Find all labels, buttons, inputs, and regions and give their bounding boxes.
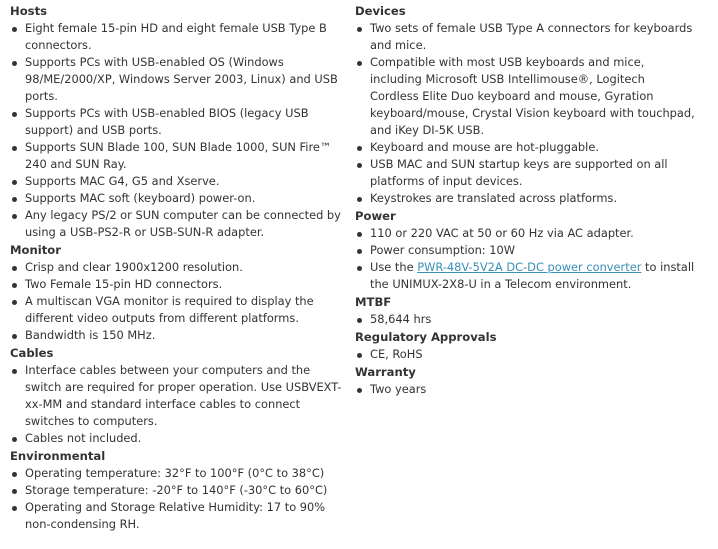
list-item: Two years bbox=[355, 381, 695, 398]
list-item: Any legacy PS/2 or SUN computer can be connected by using a USB-PS2-R or USB-SUN-R adapter. bbox=[10, 207, 345, 241]
list-item: Interface cables between your computers and the switch are required for proper operation. Use USBVEXT-xx-MM and standard interface cables to connect switches to computers. bbox=[10, 362, 345, 430]
list-item: Power consumption: 10W bbox=[355, 242, 695, 259]
list-item: 110 or 220 VAC at 50 or 60 Hz via AC adapter. bbox=[355, 225, 695, 242]
warranty-section bbox=[355, 364, 695, 398]
cables-heading: Cables bbox=[10, 346, 54, 360]
regulatory-list bbox=[355, 346, 695, 363]
list-item: Supports PCs with USB-enabled OS (Windows 98/ME/2000/XP, Windows Server 2003, Linux) and USB ports. bbox=[10, 54, 345, 105]
monitor-section bbox=[10, 242, 345, 344]
converter-prefix: Use the bbox=[370, 260, 418, 274]
power-section bbox=[355, 208, 695, 293]
hosts-section bbox=[10, 3, 345, 241]
list-item: Storage temperature: -20°F to 140°F (-30°C to 60°C) bbox=[10, 482, 345, 499]
mtbf-list bbox=[355, 311, 695, 328]
hosts-list bbox=[10, 20, 345, 241]
list-item: Operating and Storage Relative Humidity: 17 to 90% non-condensing RH. bbox=[10, 499, 345, 533]
warranty-heading: Warranty bbox=[355, 365, 416, 379]
hosts-heading: Hosts bbox=[10, 4, 48, 18]
converter-suffix: to install the UNIMUX-2X8-U in a Telecom environment. bbox=[370, 260, 695, 291]
list-item: Supports SUN Blade 100, SUN Blade 1000, SUN Fire™ 240 and SUN Ray. bbox=[10, 139, 345, 173]
list-item: Supports PCs with USB-enabled BIOS (legacy USB support) and USB ports. bbox=[10, 105, 345, 139]
left-column bbox=[10, 3, 345, 534]
list-item: Supports MAC soft (keyboard) power-on. bbox=[10, 190, 345, 207]
list-item: Two Female 15-pin HD connectors. bbox=[10, 276, 345, 293]
regulatory-section bbox=[355, 329, 695, 363]
list-item: Crisp and clear 1900x1200 resolution. bbox=[10, 259, 345, 276]
list-item: CE, RoHS bbox=[355, 346, 695, 363]
list-item: Bandwidth is 150 MHz. bbox=[10, 327, 345, 344]
cables-list bbox=[10, 362, 345, 447]
devices-list bbox=[355, 20, 695, 207]
environmental-list bbox=[10, 465, 345, 533]
power-converter-link[interactable]: PWR-48V-5V2A DC-DC power converter bbox=[417, 260, 642, 274]
list-item: Two sets of female USB Type A connectors for keyboards and mice. bbox=[355, 20, 695, 54]
list-item: Eight female 15-pin HD and eight female USB Type B connectors. bbox=[10, 20, 345, 54]
environmental-section bbox=[10, 448, 345, 533]
list-item: Operating temperature: 32°F to 100°F (0°C to 38°C) bbox=[10, 465, 345, 482]
cables-section bbox=[10, 345, 345, 447]
mtbf-section bbox=[355, 294, 695, 328]
power-heading: Power bbox=[355, 209, 396, 223]
right-column bbox=[355, 3, 695, 399]
list-item: Supports MAC G4, G5 and Xserve. bbox=[10, 173, 345, 190]
list-item-converter bbox=[355, 259, 695, 293]
devices-section bbox=[355, 3, 695, 207]
mtbf-heading: MTBF bbox=[355, 295, 392, 309]
warranty-list bbox=[355, 381, 695, 398]
monitor-list bbox=[10, 259, 345, 344]
list-item: Keyboard and mouse are hot-pluggable. bbox=[355, 139, 695, 156]
list-item: USB MAC and SUN startup keys are supported on all platforms of input devices. bbox=[355, 156, 695, 190]
power-list bbox=[355, 225, 695, 293]
regulatory-heading: Regulatory Approvals bbox=[355, 330, 497, 344]
monitor-heading: Monitor bbox=[10, 243, 61, 257]
list-item: A multiscan VGA monitor is required to display the different video outputs from different platforms. bbox=[10, 293, 345, 327]
devices-heading: Devices bbox=[355, 4, 406, 18]
list-item: Cables not included. bbox=[10, 430, 345, 447]
environmental-heading: Environmental bbox=[10, 449, 106, 463]
list-item: Compatible with most USB keyboards and mice, including Microsoft USB Intellimouse®, Logitech Cordless Elite Duo keyboard and mouse, Gyration keyboard/mouse, Crystal Vision keyboard with touchpad, and iKey DI-5K USB. bbox=[355, 54, 695, 139]
list-item: 58,644 hrs bbox=[355, 311, 695, 328]
list-item: Keystrokes are translated across platforms. bbox=[355, 190, 695, 207]
